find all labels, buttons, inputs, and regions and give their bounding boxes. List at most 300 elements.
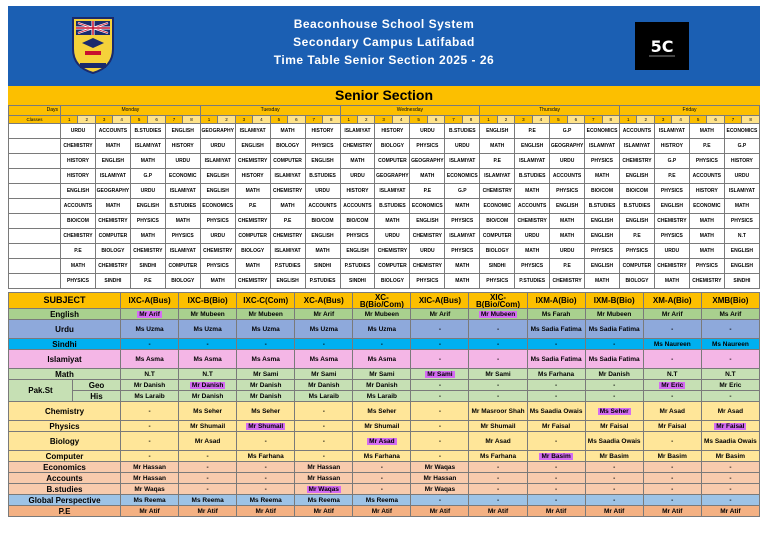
timetable-cell: MATH [689, 214, 724, 229]
teacher-cell: Mr Arif [411, 309, 469, 320]
period-number: 1 [480, 116, 497, 124]
teacher-cell: Ms Seher [353, 402, 411, 421]
period-number: 1 [61, 116, 78, 124]
subject-name: English [9, 309, 121, 320]
class-label: IXC-B CT: MR DANISH [9, 139, 61, 154]
campus-logo-icon [635, 22, 689, 70]
timetable-cell: ENGLISH [585, 214, 620, 229]
teacher-cell: - [585, 484, 643, 495]
timetable-cell: ENGLISH [550, 199, 585, 214]
timetable-cell: ISLAMIYAT [95, 169, 130, 184]
period-number: 3 [95, 116, 112, 124]
period-number: 2 [78, 116, 95, 124]
timetable-cell: B.STUDIES [515, 169, 550, 184]
class-column-header: XIC-A(Bus) [411, 293, 469, 309]
timetable-cell: CHEMISTRY [61, 229, 96, 244]
timetable-cell: GEOGRAPHY [95, 184, 130, 199]
teacher-cell: Mr Arif [643, 309, 701, 320]
teacher-cell: - [237, 484, 295, 495]
timetable-cell: COMPUTER [235, 229, 270, 244]
period-number: 7 [445, 116, 462, 124]
teacher-cell: - [121, 402, 179, 421]
timetable-cell: PHYSICS [410, 139, 445, 154]
teacher-cell: Mr Faisal [643, 421, 701, 432]
timetable-cell: P.STUDIES [270, 259, 305, 274]
teacher-cell [585, 402, 643, 421]
teacher-cell: - [295, 432, 353, 451]
timetable-cell: ECONOMICS [585, 124, 620, 139]
timetable-cell: ENGLISH [620, 214, 655, 229]
subject-sub-name: His [73, 391, 121, 402]
class-label: XIC-A CT: MR ABDUL SAMI [9, 199, 61, 214]
timetable-cell: CHEMISTRY [270, 229, 305, 244]
teacher-cell: - [237, 339, 295, 350]
teacher-cell: - [585, 462, 643, 473]
timetable-cell: ENGLISH [200, 184, 235, 199]
teacher-cell: Ms Reema [179, 495, 237, 506]
teacher-cell: Ms Sadia Fatima [585, 350, 643, 369]
period-number: 6 [707, 116, 724, 124]
teacher-cell: N.T [701, 369, 759, 380]
teacher-cell: - [411, 451, 469, 462]
teacher-cell: Mr Sami [353, 369, 411, 380]
timetable-cell: MATH [689, 244, 724, 259]
teacher-cell: - [527, 391, 585, 402]
teacher-cell: - [295, 339, 353, 350]
teacher-cell: Ms Uzma [237, 320, 295, 339]
timetable-cell: ENGLISH [410, 214, 445, 229]
timetable-cell: ECONOMICS [445, 169, 480, 184]
timetable-cell: ACCOUNTS [340, 199, 375, 214]
timetable-cell: PHYSICS [340, 229, 375, 244]
teacher-cell: - [121, 339, 179, 350]
teacher-cell: Mr Hassan [295, 462, 353, 473]
teacher-cell: - [411, 432, 469, 451]
class-label: XM-A CT: MR ERIC [9, 259, 61, 274]
timetable-cell: HISTORY [305, 124, 340, 139]
timetable-cell: PHYSICS [689, 259, 724, 274]
timetable-cell: BIOLOGY [620, 274, 655, 289]
class-column-header: IXC-A(Bus) [121, 293, 179, 309]
timetable-cell: MATH [270, 199, 305, 214]
teacher-cell: Ms Naureen [701, 339, 759, 350]
teacher-cell: Ms Naureen [643, 339, 701, 350]
timetable-cell: MATH [585, 169, 620, 184]
timetable-cell: BIOLOGY [235, 244, 270, 259]
timetable-cell: ISLAMIYAT [620, 139, 655, 154]
timetable-cell: URDU [130, 184, 165, 199]
teacher-name-highlighted: Mr Shumail [248, 422, 284, 430]
period-number: 5 [410, 116, 427, 124]
teacher-cell: - [527, 339, 585, 350]
teacher-cell: - [411, 495, 469, 506]
teacher-cell: - [643, 462, 701, 473]
timetable-cell: URDU [375, 229, 410, 244]
timetable-cell: PHYSICS [689, 154, 724, 169]
timetable-cell: MATH [654, 274, 689, 289]
teacher-cell: - [701, 484, 759, 495]
period-number: 6 [288, 116, 305, 124]
teacher-cell [179, 380, 237, 391]
subject-name: P.E [9, 506, 121, 517]
teacher-cell: Ms Asma [295, 350, 353, 369]
teacher-name-highlighted: Mr Danish [191, 381, 224, 389]
timetable-cell: MATH [340, 154, 375, 169]
timetable-cell: BIO/COM [61, 214, 96, 229]
timetable-cell: SINDHI [305, 259, 340, 274]
timetable-cell: ENGLISH [340, 244, 375, 259]
teacher-cell: - [643, 391, 701, 402]
timetable-cell: MATH [585, 274, 620, 289]
timetable-cell: ENGLISH [305, 154, 340, 169]
timetable-cell: HISTORY [61, 169, 96, 184]
teacher-cell: Ms Sadia Fatima [585, 320, 643, 339]
timetable-cell: ISLAMIYAT [165, 184, 200, 199]
teacher-cell: Mr Atif [179, 506, 237, 517]
timetable-cell: HISTORY [61, 154, 96, 169]
teacher-cell: - [643, 484, 701, 495]
timetable-cell: G.P [445, 184, 480, 199]
teacher-cell: - [701, 462, 759, 473]
period-number: 1 [340, 116, 357, 124]
teacher-cell: Ms Reema [295, 495, 353, 506]
teacher-cell: Mr Asad [701, 402, 759, 421]
teacher-name-highlighted: Mr Eric [661, 381, 684, 389]
timetable-cell: URDU [61, 124, 96, 139]
teacher-cell: - [585, 473, 643, 484]
timetable-cell: MATH [515, 184, 550, 199]
timetable-cell: BIO/COM [340, 214, 375, 229]
period-number: 4 [532, 116, 549, 124]
teacher-cell: Ms Asma [121, 350, 179, 369]
timetable-cell: CHEMISTRY [410, 229, 445, 244]
period-number: 7 [305, 116, 322, 124]
teacher-cell: - [701, 495, 759, 506]
class-label: IXM-A CT: MR BASIM [9, 229, 61, 244]
class-column-header: XMB(Bio) [701, 293, 759, 309]
class-label: XIC-B CT: N.T (ENG) [9, 214, 61, 229]
timetable-cell: MATH [445, 259, 480, 274]
timetable-cell: ENGLISH [270, 274, 305, 289]
timetable-cell: ISLAMIYAT [235, 124, 270, 139]
period-number: 5 [270, 116, 287, 124]
period-number: 3 [235, 116, 252, 124]
teacher-cell: - [411, 391, 469, 402]
teacher-cell: Mr Basim [585, 451, 643, 462]
teacher-cell: N.T [643, 369, 701, 380]
timetable-cell: MATH [480, 139, 515, 154]
teacher-cell: Mr Atif [295, 506, 353, 517]
teacher-cell: Mr Atif [121, 506, 179, 517]
period-number: 3 [654, 116, 671, 124]
timetable-cell: MATH [165, 214, 200, 229]
timetable-cell: MATH [200, 274, 235, 289]
teacher-cell: Ms Reema [237, 495, 295, 506]
timetable-cell: HISTORY [235, 169, 270, 184]
teacher-cell: - [643, 473, 701, 484]
teacher-cell: - [469, 320, 527, 339]
timetable-cell: ISLAMIYAT [480, 169, 515, 184]
timetable-cell: HISTORY [340, 184, 375, 199]
timetable-cell: PHYSICS [585, 154, 620, 169]
teacher-cell: N.T [179, 369, 237, 380]
teacher-cell: Mr Hassan [295, 473, 353, 484]
timetable-cell: CHEMISTRY [235, 154, 270, 169]
teacher-cell: - [585, 391, 643, 402]
timetable-cell: ACCOUNTS [550, 169, 585, 184]
teacher-cell: - [411, 421, 469, 432]
teacher-name-highlighted: Mr Asad [369, 437, 395, 445]
timetable-cell: BIO/COM [480, 214, 515, 229]
teacher-cell: Mr Eric [701, 380, 759, 391]
teacher-cell: - [411, 402, 469, 421]
teacher-cell: - [121, 432, 179, 451]
day-header: Tuesday [200, 106, 340, 116]
timetable-cell: MATH [270, 124, 305, 139]
timetable-cell: CHEMISTRY [270, 184, 305, 199]
timetable-cell: SINDHI [724, 274, 759, 289]
timetable-cell: URDU [200, 229, 235, 244]
teacher-cell: - [411, 380, 469, 391]
timetable-cell: CHEMISTRY [61, 139, 96, 154]
class-column-header: XM-A(Bio) [643, 293, 701, 309]
teacher-cell: Mr Danish [121, 380, 179, 391]
teacher-cell: Mr Asad [469, 432, 527, 451]
timetable-cell: P.E [130, 274, 165, 289]
teacher-cell: - [643, 350, 701, 369]
teacher-cell: Mr Sami [237, 369, 295, 380]
timetable-cell: ENGLISH [724, 244, 759, 259]
timetable-cell: P.STUDIES [340, 259, 375, 274]
timetable-cell: ENGLISH [724, 259, 759, 274]
timetable-cell: URDU [200, 139, 235, 154]
teacher-cell: Ms Asma [179, 350, 237, 369]
teacher-cell: - [701, 320, 759, 339]
teacher-cell: - [643, 495, 701, 506]
timetable-cell: B.STUDIES [305, 169, 340, 184]
timetable-cell: ENGLISH [654, 199, 689, 214]
timetable-cell: MATH [550, 214, 585, 229]
teacher-cell: Ms Reema [121, 495, 179, 506]
timetable-cell: HISTORY [375, 124, 410, 139]
teacher-cell [237, 421, 295, 432]
timetable-cell: ACCOUNTS [61, 199, 96, 214]
timetable-cell: BIO/COM [585, 184, 620, 199]
timetable-cell: ENGLISH [130, 199, 165, 214]
teacher-cell: - [179, 462, 237, 473]
teacher-cell: Mr Danish [585, 369, 643, 380]
teacher-cell: Mr Danish [237, 380, 295, 391]
subject-name: Global Perspective [9, 495, 121, 506]
teacher-cell: - [469, 380, 527, 391]
period-number: 2 [218, 116, 235, 124]
timetable-title: Time Table Senior Section 2025 - 26 [273, 53, 495, 67]
subject-name: Accounts [9, 473, 121, 484]
timetable-cell: URDU [724, 169, 759, 184]
timetable-cell: N.T [724, 229, 759, 244]
teacher-cell: - [237, 462, 295, 473]
teacher-name-highlighted: Mr Waqas [308, 485, 340, 493]
timetable-cell: ECONOMIC [689, 199, 724, 214]
timetable-cell: P.E [61, 244, 96, 259]
teacher-cell: Ms Asma [353, 350, 411, 369]
subject-name: Pak.St [9, 380, 73, 402]
timetable-cell: URDU [550, 244, 585, 259]
period-number: 6 [567, 116, 584, 124]
timetable-cell: PHYSICS [550, 184, 585, 199]
timetable-cell: CHEMISTRY [130, 244, 165, 259]
timetable-cell: CHEMISTRY [654, 259, 689, 274]
day-header: Wednesday [340, 106, 480, 116]
timetable-cell: P.E [270, 214, 305, 229]
teacher-cell: - [701, 473, 759, 484]
timetable-cell: ISLAMIYAT [724, 184, 759, 199]
subject-header: SUBJECT [9, 293, 121, 309]
timetable-cell: CHEMISTRY [200, 244, 235, 259]
timetable-cell: URDU [410, 244, 445, 259]
svg-text:5C: 5C [650, 37, 674, 56]
period-number: 4 [113, 116, 130, 124]
teacher-cell [701, 421, 759, 432]
timetable-cell: PHYSICS [200, 259, 235, 274]
subject-name: Sindhi [9, 339, 121, 350]
subject-name: B.studies [9, 484, 121, 495]
timetable-cell: MATH [95, 199, 130, 214]
period-number: 4 [672, 116, 689, 124]
period-number: 2 [497, 116, 514, 124]
timetable-cell: CHEMISTRY [620, 154, 655, 169]
teacher-cell: Ms Arif [701, 309, 759, 320]
timetable-cell: COMPUTER [480, 229, 515, 244]
timetable-cell: P.STUDIES [515, 274, 550, 289]
teacher-cell: Mr Masroor Shah [469, 402, 527, 421]
teacher-cell: Mr Mubeen [353, 309, 411, 320]
timetable-cell: ISLAMIYAT [165, 244, 200, 259]
classes-label: Classes [9, 116, 61, 124]
period-number: 7 [165, 116, 182, 124]
timetable-cell: MATH [305, 244, 340, 259]
teacher-cell: Ms Farah [527, 309, 585, 320]
teacher-name-highlighted: Mr Mubeen [480, 310, 516, 318]
section-title: Senior Section [8, 86, 760, 105]
teacher-cell: - [469, 339, 527, 350]
timetable-cell: CHEMISTRY [689, 274, 724, 289]
timetable-cell: PHYSICS [654, 229, 689, 244]
class-label: IXC-A CT: MR ARIF [9, 124, 61, 139]
teacher-cell: - [237, 473, 295, 484]
teacher-cell: Mr Basim [701, 451, 759, 462]
timetable-cell: P.E [654, 169, 689, 184]
teacher-cell: - [179, 339, 237, 350]
timetable-cell: B.STUDIES [375, 199, 410, 214]
teacher-cell: Ms Farhana [353, 451, 411, 462]
timetable-cell: P.STUDIES [305, 274, 340, 289]
teacher-cell: - [469, 495, 527, 506]
period-number: 7 [585, 116, 602, 124]
teacher-name-highlighted: Mr Basim [541, 452, 571, 460]
teacher-cell: Ms Farhana [237, 451, 295, 462]
timetable-cell: SINDHI [340, 274, 375, 289]
timetable-cell: BIOLOGY [270, 139, 305, 154]
teacher-cell: Ms Reema [353, 495, 411, 506]
timetable-cell: ISLAMIYAT [445, 154, 480, 169]
timetable-cell: ENGLISH [480, 124, 515, 139]
teacher-cell: - [295, 402, 353, 421]
teacher-cell [643, 380, 701, 391]
timetable-cell: ENGLISH [95, 154, 130, 169]
teacher-cell: Ms Sadia Fatima [527, 320, 585, 339]
period-number: 2 [357, 116, 374, 124]
teacher-cell: Mr Mubeen [237, 309, 295, 320]
timetable-cell: CHEMISTRY [235, 214, 270, 229]
timetable-cell: PHYSICS [445, 214, 480, 229]
timetable-cell: PHYSICS [165, 229, 200, 244]
class-label: IXM-B CT: MS SEHAR [9, 244, 61, 259]
teacher-cell: Ms Uzma [179, 320, 237, 339]
teacher-cell: - [527, 495, 585, 506]
teacher-cell: Ms Laraib [121, 391, 179, 402]
timetable-cell: COMPUTER [270, 154, 305, 169]
timetable-cell: BIOLOGY [480, 244, 515, 259]
teacher-cell: Ms Laraib [353, 391, 411, 402]
period-number: 5 [130, 116, 147, 124]
teacher-cell: Mr Atif [643, 506, 701, 517]
timetable-cell: PHYSICS [130, 214, 165, 229]
timetable-cell: ENGLISH [305, 229, 340, 244]
timetable-cell: CHEMISTRY [235, 274, 270, 289]
teacher-cell: Mr Atif [353, 506, 411, 517]
class-label: XC-A CT: MR WAQAS [9, 169, 61, 184]
timetable-cell: B.STUDIES [445, 124, 480, 139]
teacher-cell: - [411, 320, 469, 339]
timetable-cell: BIOLOGY [375, 274, 410, 289]
period-number: 1 [200, 116, 217, 124]
timetable-cell: ENGLISH [235, 139, 270, 154]
period-number: 8 [462, 116, 479, 124]
teacher-cell: - [353, 462, 411, 473]
teacher-cell: Mr Waqas [411, 484, 469, 495]
class-label: IXC-C CT: MR N.T(PHY) [9, 154, 61, 169]
timetable-cell: CHEMISTRY [550, 274, 585, 289]
class-label: XM-B CT: MR FAISAL [9, 274, 61, 289]
timetable-cell: ENGLISH [585, 229, 620, 244]
timetable-cell: ISLAMIYAT [445, 229, 480, 244]
teacher-cell: - [411, 350, 469, 369]
teacher-cell: Mr Hassan [121, 473, 179, 484]
timetable-cell: BIOLOGY [165, 274, 200, 289]
period-number: 3 [375, 116, 392, 124]
teacher-cell: - [527, 380, 585, 391]
teacher-cell: - [701, 350, 759, 369]
timetable-cell: SINDHI [95, 274, 130, 289]
class-column-header: XC-A(Bus) [295, 293, 353, 309]
timetable-cell: GEOGRAPHY [200, 124, 235, 139]
timetable-cell: ACCOUNTS [620, 124, 655, 139]
teacher-cell: Ms Sadia Fatima [527, 350, 585, 369]
teacher-cell: Mr Atif [237, 506, 295, 517]
teacher-cell: - [353, 339, 411, 350]
period-number: 8 [183, 116, 200, 124]
teacher-cell: Mr Basim [643, 451, 701, 462]
timetable-cell: MATH [445, 199, 480, 214]
timetable-cell: URDU [550, 154, 585, 169]
teacher-cell: Mr Mubeen [585, 309, 643, 320]
teacher-cell: Mr Danish [353, 380, 411, 391]
timetable-cell: ACCOUNTS [515, 199, 550, 214]
teacher-name-highlighted: Mr Arif [139, 310, 160, 318]
timetable-cell: PHYSICS [480, 274, 515, 289]
period-number: 3 [515, 116, 532, 124]
